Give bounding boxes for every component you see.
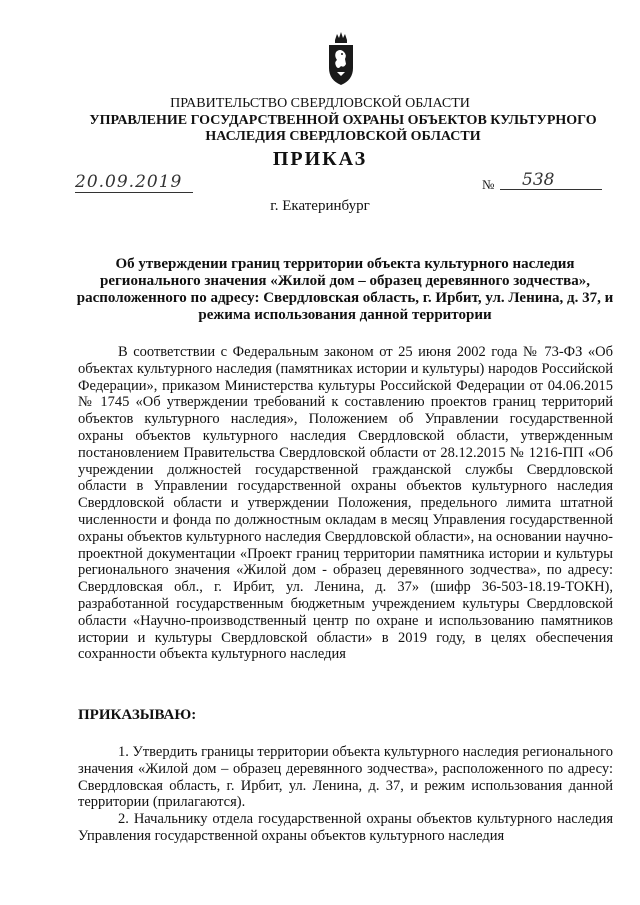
agency-name: УПРАВЛЕНИЕ ГОСУДАРСТВЕННОЙ ОХРАНЫ ОБЪЕКТОВ КУЛЬТУРНОГО НАСЛЕДИЯ СВЕРДЛОВСКОЙ ОБЛАСТИ <box>89 113 597 144</box>
order-date: 20.09.2019 <box>75 172 193 193</box>
number-label: № <box>482 177 495 192</box>
order-subject: Об утверждении границ территории объекта культурного наследия регионального значения «Жилой дом – образец деревянного зодчества», расположенного по адресу: Свердловская область, г. Ирбит, ул. Ленина, д. 37, и режима использования данной территории <box>76 256 614 323</box>
orders-heading: ПРИКАЗЫВАЮ: <box>78 707 197 723</box>
coat-of-arms-icon <box>327 30 355 86</box>
order-item-2: 2. Начальнику отдела государственной охраны объектов культурного наследия Управления государственной охраны объектов культурного наследия <box>78 811 613 844</box>
number-value: 538 <box>522 170 555 190</box>
order-item-1: 1. Утвердить границы территории объекта культурного наследия регионального значения «Жилой дом – образец деревянного зодчества», расположенного по адресу: Свердловская область, г. Ирбит, ул. Ленина, д. 37, и режим использования данной территории (прилагаются). <box>78 744 613 811</box>
document-type: ПРИКАЗ <box>272 148 368 170</box>
preamble-paragraph: В соответствии с Федеральным законом от 25 июня 2002 года № 73-ФЗ «Об объектах культурного наследия (памятниках истории и культуры) народов Российской Федерации», приказом Министерства культуры Российской Федерации от 04.06.2015 № 1745 «Об утверждении требований к составлению проектов границ территорий объектов культурного наследия», Положением об Управлении государственной охраны объектов культурного наследия Свердловской области, утвержденным постановлением Правительства Свердловской области от 28.12.2015 № 1216-ПП «Об учреждении должностей государственной гражданской службы Свердловской области в Управлении государственной охраны объектов культурного наследия Свердловской области и утверждении Положения, предельного лимита штатной численности и фонда по должностным окладам в месяц Управления государственной охраны объектов культурного наследия Свердловской области», на основании научно-проектной документации «Проект границ территории памятника истории и культуры регионального значения «Жилой дом - образец деревянного зодчества», по адресу: Свердловская обл., г. Ирбит, ул. Ленина, д. 37» (шифр 36-503-18.19-ТОКН), разработанной государственным бюджетным учреждением культуры Свердловской области «Научно-производственный центр по охране и использованию памятников истории и культуры Свердловской области» в 2019 году, в целях обеспечения сохранности объекта культурного наследия <box>78 344 613 663</box>
government-name: ПРАВИТЕЛЬСТВО СВЕРДЛОВСКОЙ ОБЛАСТИ <box>170 96 470 111</box>
city: г. Екатеринбург <box>270 198 370 214</box>
order-number <box>482 170 602 194</box>
